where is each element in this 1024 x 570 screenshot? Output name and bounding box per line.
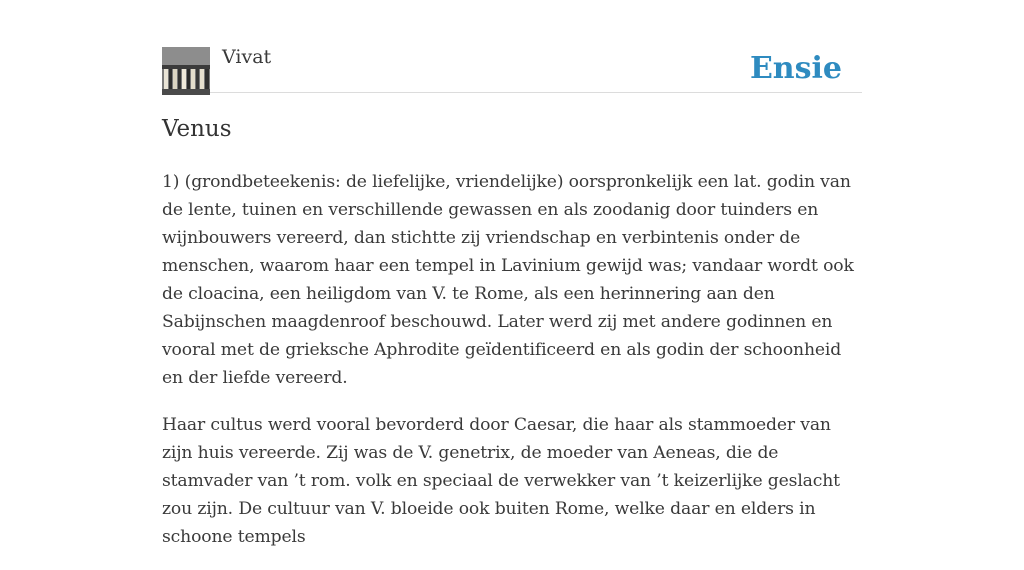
article-title: Venus — [162, 116, 232, 142]
article-paragraph: Haar cultus werd vooral bevorderd door Caesar, die haar als stammoeder van zijn huis vereerde. Zij was de V. genetrix, de moeder van Aeneas, die de stamvader van ’t rom. volk en speciaal de verwekker van ’t keizerlijke geslacht zou zijn. De cultuur van V. bloeide ook buiten Rome, welke daar en elders in schoone tempels — [162, 415, 840, 547]
article-body — [162, 168, 862, 570]
header — [162, 0, 862, 93]
article-paragraph: 1) (grondbeteekenis: de liefelijke, vriendelijke) oorspronkelijk een lat. godin van de lente, tuinen en verschillende gewassen en als zoodanig door tuinders en wijnbouwers vereerd, dan stichtte zij vriendschap en verbintenis onder de menschen, waarom haar een tempel in Lavinium gewijd was; vandaar wordt ook de cloacina, een heiligdom van V. te Rome, als een herinnering aan den Sabijnschen maagdenroof beschouwd. Later werd zij met andere godinnen en vooral met de grieksche Aphrodite geïdentificeerd en als godin der schoonheid en der liefde vereerd. — [162, 172, 854, 388]
page-container — [162, 0, 862, 547]
brand-logo[interactable]: Ensie — [749, 51, 842, 86]
source-avatar[interactable] — [162, 47, 210, 95]
source-name[interactable]: Vivat — [222, 46, 272, 68]
book-spines-icon — [162, 47, 210, 95]
